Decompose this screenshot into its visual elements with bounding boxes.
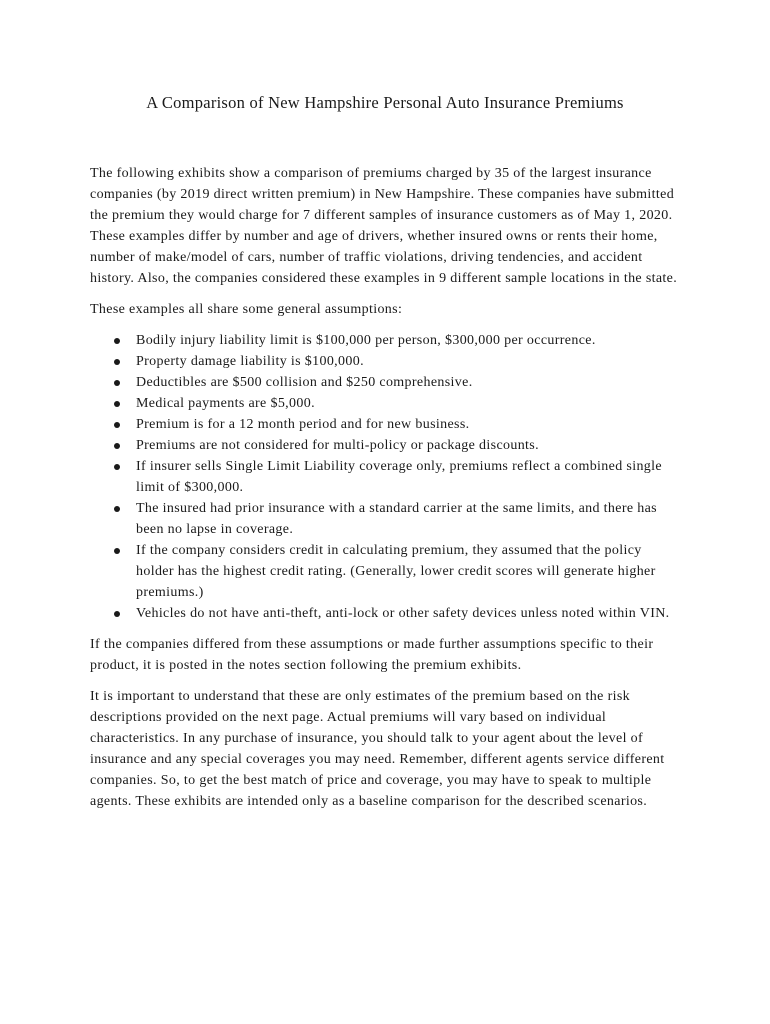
bullet-icon (114, 443, 120, 449)
list-item-text: If the company considers credit in calculating premium, they assumed that the policy holder has the highest credit rating. (Generally, lower credit scores will generate higher premiums.) (136, 543, 656, 600)
bullet-icon (114, 380, 120, 386)
bullet-icon (114, 548, 120, 554)
list-item-text: Medical payments are $5,000. (136, 396, 315, 411)
list-item-text: The insured had prior insurance with a standard carrier at the same limits, and there has been no lapse in coverage. (136, 501, 657, 537)
differences-paragraph: If the companies differed from these assumptions or made further assumptions specific to their product, it is posted in the notes section following the premium exhibits. (90, 637, 654, 673)
list-item (136, 414, 680, 435)
bullet-icon (114, 422, 120, 428)
list-item (136, 456, 680, 498)
list-item (136, 330, 680, 351)
list-item (136, 393, 680, 414)
document-body (90, 163, 680, 822)
list-item (136, 498, 680, 540)
intro-paragraph: The following exhibits show a comparison of premiums charged by 35 of the largest insurance companies (by 2019 direct written premium) in New Hampshire. These companies have submitted the premium they would charge for 7 different samples of insurance customers as of May 1, 2020. These examples differ by number and age of drivers, whether insured owns or rents their home, number of make/model of cars, number of traffic violations, driving tendencies, and accident history. Also, the companies considered these examples in 9 different sample locations in the state. (90, 166, 678, 286)
assumptions-heading: These examples all share some general assumptions: (90, 302, 403, 317)
closing-paragraph: It is important to understand that these are only estimates of the premium based on the risk descriptions provided on the next page. Actual premiums will vary based on individual characteristics. In any purchase of insurance, you should talk to your agent about the level of insurance and any special coverages you may need. Remember, different agents service different companies. So, to get the best match of price and coverage, you may have to speak to multiple agents. These exhibits are intended only as a baseline comparison for the described scenarios. (90, 689, 665, 809)
list-item-text: Bodily injury liability limit is $100,000 per person, $300,000 per occurrence. (136, 333, 596, 348)
list-item (136, 351, 680, 372)
list-item (136, 603, 680, 624)
assumptions-list (90, 330, 680, 624)
list-item-text: Deductibles are $500 collision and $250 comprehensive. (136, 375, 473, 390)
list-item-text: Property damage liability is $100,000. (136, 354, 364, 369)
list-item (136, 372, 680, 393)
bullet-icon (114, 338, 120, 344)
page-title: A Comparison of New Hampshire Personal Auto Insurance Premiums (146, 93, 624, 112)
list-item-text: Premium is for a 12 month period and for new business. (136, 417, 470, 432)
list-item-text: If insurer sells Single Limit Liability coverage only, premiums reflect a combined single limit of $300,000. (136, 459, 662, 495)
bullet-icon (114, 401, 120, 407)
list-item (136, 540, 680, 603)
list-item (136, 435, 680, 456)
bullet-icon (114, 359, 120, 365)
bullet-icon (114, 464, 120, 470)
bullet-icon (114, 506, 120, 512)
bullet-icon (114, 611, 120, 617)
list-item-text: Premiums are not considered for multi-policy or package discounts. (136, 438, 539, 453)
list-item-text: Vehicles do not have anti-theft, anti-lock or other safety devices unless noted within VIN. (136, 606, 670, 621)
